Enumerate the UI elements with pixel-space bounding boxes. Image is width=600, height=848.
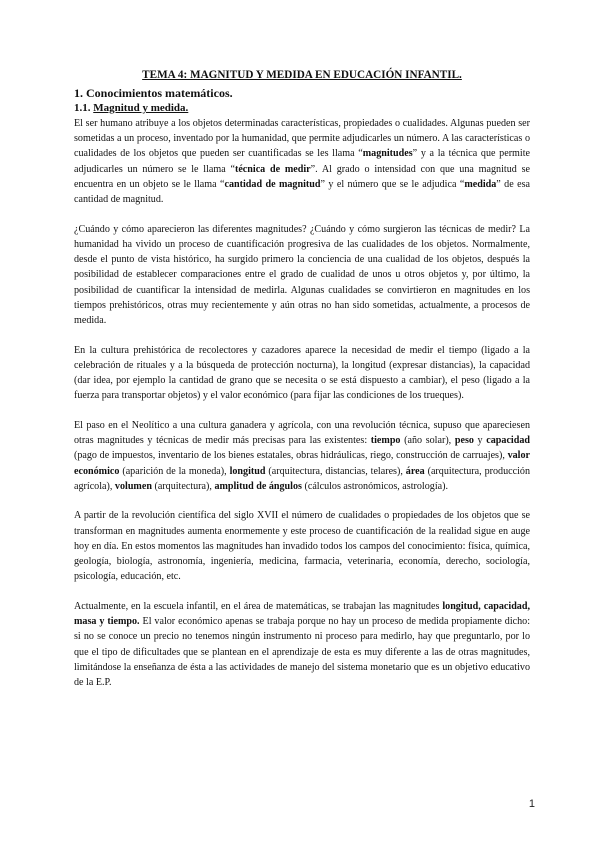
paragraph-1: El ser humano atribuye a los objetos determinadas características, propiedades o cualidades. Algunas pueden ser sometidas a un proceso, inventado por la humanidad, que permite adjudicarles un número. A las características o cualidades de los objetos que pueden ser cuantificadas se les llama “magnitudes” y a la técnica que permite adjudicarles un número se le llama “técnica de medir”. Al grado o intensidad con que una magnitud se encuentra en un objeto se le llama “cantidad de magnitud” y el número que se le adjudica “medida” de esa cantidad de magnitud. [74, 118, 530, 206]
subsection-title: Magnitud y medida. [93, 102, 189, 114]
document-title: TEMA 4: MAGNITUD Y MEDIDA EN EDUCACIÓN INFANTIL. [142, 69, 462, 81]
page-content [74, 68, 530, 705]
paragraph-3: En la cultura prehistórica de recolectores y cazadores aparece la necesidad de medir el tiempo (ligado a la celebración de rituales y a la búsqueda de protección nocturna), la longitud (expresar distancias), la capacidad (dar idea, por ejemplo la cantidad de grano que se necesita o se está dispuesto a cambiar), el peso (ligado a la fuerza para transportar objetos) y el valor económico (para fijar las condiciones de los trueques). [74, 344, 530, 402]
paragraph-6: Actualmente, en la escuela infantil, en el área de matemáticas, se trabajan las magnitudes longitud, capacidad, masa y tiempo. El valor económico apenas se trabaja porque no hay un proceso de medida propiamente dicho: si no se conoce un precio no tenemos ningún instrumento ni proceso para medirlo, hay que preguntarlo, por lo que el tipo de dificultades que se plantean en el aprendizaje de esta es muy diferente a las de otras magnitudes, limitándose la enseñanza de ésta a las actividades de manejo del sistema monetario que es un objetivo educativo de la E.P. [74, 600, 530, 688]
paragraph-4: El paso en el Neolítico a una cultura ganadera y agrícola, con una revolución técnica, supuso que apareciesen otras magnitudes y técnicas de medir más precisas para las existentes: tiempo (año solar), peso y capacidad (pago de impuestos, inventario de los bienes estatales, obras hidráulicas, riego, construcción de carruajes), valor económico (aparición de la moneda), longitud (arquitectura, distancias, telares), área (arquitectura, producción agrícola), volumen (arquitectura), amplitud de ángulos (cálculos astronómicos, astrología). [74, 419, 530, 492]
section-heading: 1. Conocimientos matemáticos. [74, 86, 233, 100]
subsection-number: 1.1. [74, 102, 91, 114]
page-number: 1 [528, 798, 535, 810]
paragraph-5: A partir de la revolución científica del siglo XVII el número de cualidades o propiedades de los objetos que se transforman en magnitudes aumenta enormemente y este proceso de cuantificación de la realidad sigue en auge hoy en día. En estos momentos las magnitudes han invadido todos los campos del conocimiento: física, química, geología, biología, astronomía, ingeniería, medicina, farmacia, veterinaria, economía, derecho, sociología, psicología, educación, etc. [74, 510, 530, 583]
paragraph-2: ¿Cuándo y cómo aparecieron las diferentes magnitudes? ¿Cuándo y cómo surgieron las técnicas de medir? La humanidad ha vivido un proceso de cuantificación progresiva de las cualidades de los objetos. Normalmente, desde el punto de vista histórico, ha surgido primero la conciencia de una cualidad de los objetos, después la posibilidad de establecer comparaciones entre el grado de cualidad de unos u otros objetos y, por último, la posibilidad de cuantificar la intensidad de medirla. Algunas cualidades se convirtieron en magnitudes en los tiempos prehistóricos, otras muy recientemente y aún otras no han sido sometidas, actualmente, a procesos de medida. [74, 223, 530, 326]
subsection-heading [74, 101, 530, 116]
